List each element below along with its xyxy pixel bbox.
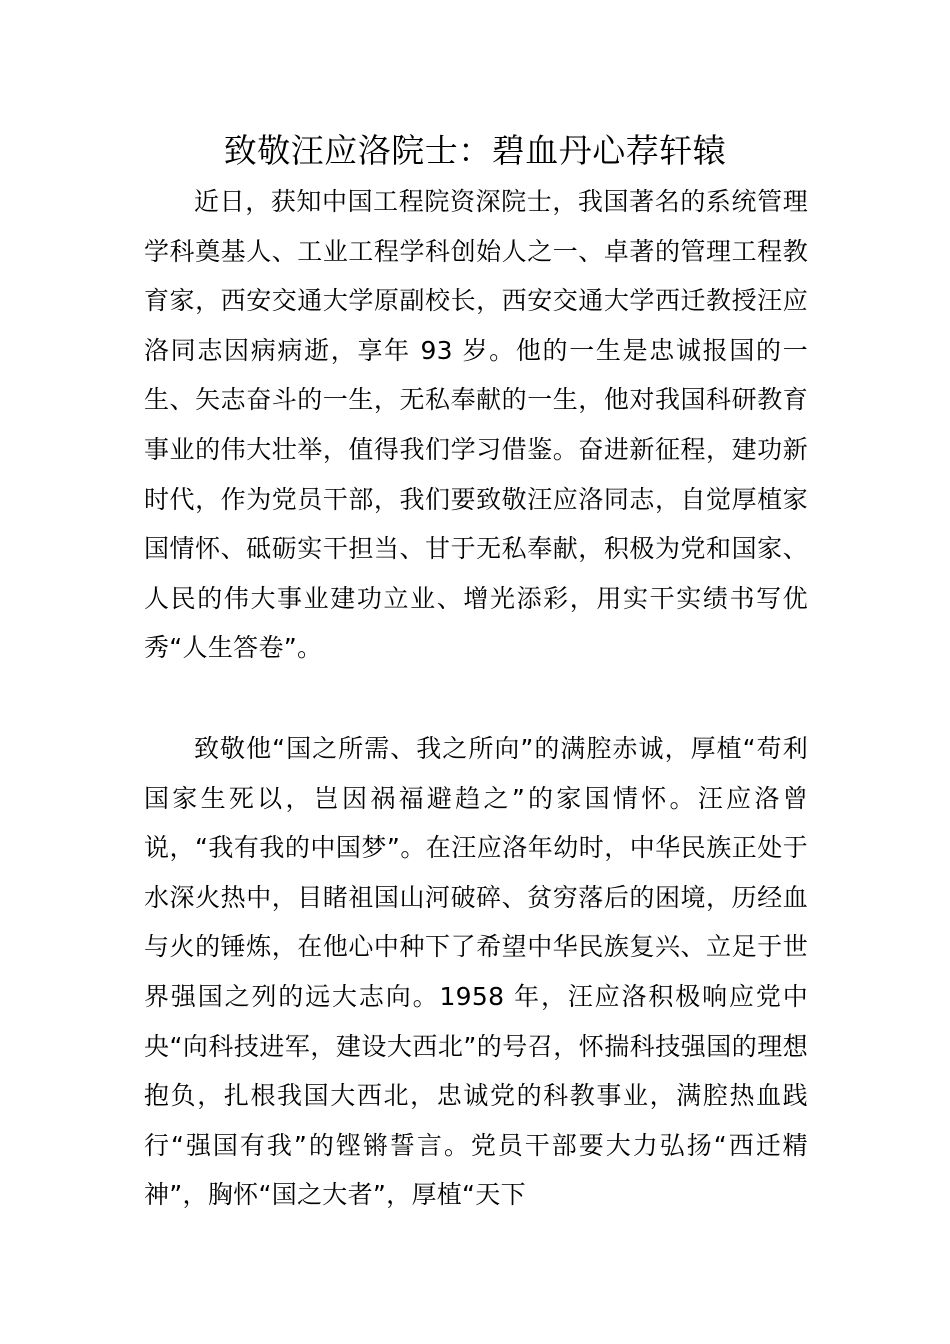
paragraph-1: 近日，获知中国工程院资深院士，我国著名的系统管理学科奠基人、工业工程学科创始人之一、卓著的管理工程教育家，西安交通大学原副校长，西安交通大学西迁教授汪应洛同志因病病逝，享年 93 岁。他的一生是忠诚报国的一生、矢志奋斗的一生，无私奉献的一生，他对我国科研教育事业的伟大壮举，值得我们学习借鉴。奋进新征程，建功新时代，作为党员干部，我们要致敬汪应洛同志，自觉厚植家国情怀、砥砺实干担当、甘于无私奉献，积极为党和国家、人民的伟大事业建功立业、增光添彩，用实干实绩书写优秀“人生答卷”。 [144,187,808,663]
document-title: 致敬汪应洛院士：碧血丹心荐轩辕 [223,131,727,170]
paragraph-2: 致敬他“国之所需、我之所向”的满腔赤诚，厚植“苟利国家生死以，岂因祸福避趋之”的家国情怀。汪应洛曾说，“我有我的中国梦”。在汪应洛年幼时，中华民族正处于水深火热中，目睹祖国山河破碎、贫穷落后的困境，历经血与火的锤炼，在他心中种下了希望中华民族复兴、立足于世界强国之列的远大志向。1958 年，汪应洛积极响应党中央“向科技进军，建设大西北”的号召，怀揣科技强国的理想抱负，扎根我国大西北，忠诚党的科教事业，满腔热血践行“强国有我”的铿锵誓言。党员干部要大力弘扬“西迁精神”，胸怀“国之大者”，厚植“天下 [144,734,808,1210]
